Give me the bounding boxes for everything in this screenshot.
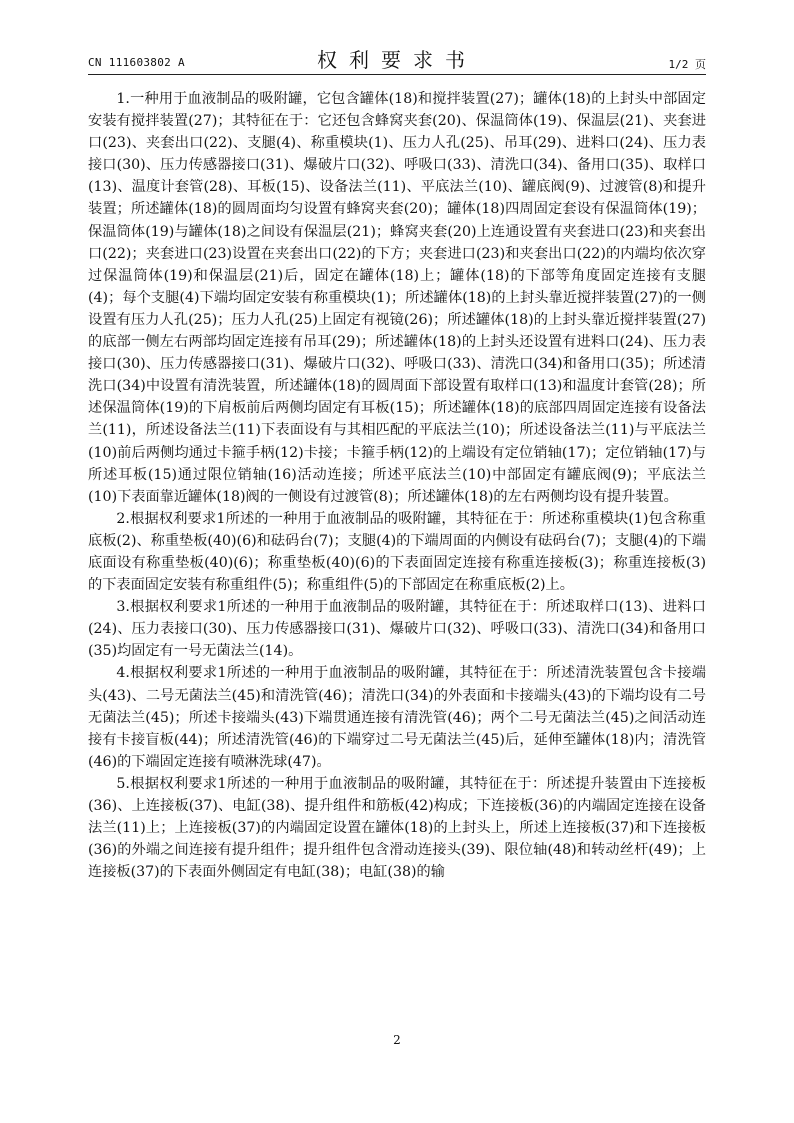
claim-paragraph: 1.一种用于血液制品的吸附罐，它包含罐体(18)和搅拌装置(27)；罐体(18)的上封头中部固定安装有搅拌装置(27)；其特征在于：它还包含蜂窝夹套(20)、保温筒体(19)、保温层(21)、夹套进口(23)、夹套出口(22)、支腿(4)、称重模块(1)、压力人孔(25)、吊耳(29)、进料口(24)、压力表接口(30)、压力传感器接口(31)、爆破片口(32)、呼吸口(33)、清洗口(34)、备用口(35)、取样口(13)、温度计套管(28)、耳板(15)、设备法兰(11)、平底法兰(10)、罐底阀(9)、过渡管(8)和提升装置；所述罐体(18)的圆周面均匀设置有蜂窝夹套(20)；罐体(18)四周固定套设有保温筒体(19)；保温筒体(19)与罐体(18)之间设有保温层(21)；蜂窝夹套(20)上连通设置有夹套进口(23)和夹套出口(22)；夹套进口(23)设置在夹套出口(22)的下方；夹套进口(23)和夹套出口(22)的内端均依次穿过保温筒体(19)和保温层(21)后，固定在罐体(18)上；罐体(18)的下部等角度固定连接有支腿(4)；每个支腿(4)下端均固定安装有称重模块(1)；所述罐体(18)的上封头靠近搅拌装置(27)的一侧设置有压力人孔(25)；压力人孔(25)上固定有视镜(26)；所述罐体(18)的上封头靠近搅拌装置(27)的底部一侧左右两部均固定连接有吊耳(29)；所述罐体(18)的上封头还设置有进料口(24)、压力表接口(30)、压力传感器接口(31)、爆破片口(32)、呼吸口(33)、清洗口(34)和备用口(35)；所述清洗口(34)中设置有清洗装置，所述罐体(18)的圆周面下部设置有取样口(13)和温度计套管(28)；所述保温筒体(19)的下肩板前后两侧均固定有耳板(15)；所述罐体(18)的底部四周固定连接有设备法兰(11)，所述设备法兰(11)下表面设有与其相匹配的平底法兰(10)；所述设备法兰(11)与平底法兰(10)前后两侧均通过卡箍手柄(12)卡接；卡箍手柄(12)的上端设有定位销轴(17)；定位销轴(17)与所述耳板(15)通过限位销轴(16)活动连接；所述平底法兰(10)中部固定有罐底阀(9)；平底法兰(10)下表面靠近罐体(18)阀的一侧设有过渡管(8)；所述罐体(18)的左右两侧均设有提升装置。: [88, 91, 706, 505]
page-number: 2: [393, 1033, 401, 1047]
document-title: 权利要求书: [317, 48, 477, 72]
claim-paragraph: 3.根据权利要求1所述的一种用于血液制品的吸附罐，其特征在于：所述取样口(13)、进料口(24)、压力表接口(30)、压力传感器接口(31)、爆破片口(32)、呼吸口(33)、清洗口(34)和备用口(35)均固定有一号无菌法兰(14)。: [88, 599, 706, 660]
claim-paragraph: 2.根据权利要求1所述的一种用于血液制品的吸附罐，其特征在于：所述称重模块(1)包含称重底板(2)、称重垫板(40)(6)和砝码台(7)；支腿(4)的下端周面的内侧设有砝码台(7)；支腿(4)的下端底面设有称重垫板(40)(6)；称重垫板(40)(6)的下表面固定连接有称重连接板(3)；称重连接板(3)的下表面固定安装有称重组件(5)；称重组件(5)的下部固定在称重底板(2)上。: [88, 510, 706, 594]
header-rule: [88, 74, 706, 75]
claim-paragraph: 4.根据权利要求1所述的一种用于血液制品的吸附罐，其特征在于：所述清洗装置包含卡接端头(43)、二号无菌法兰(45)和清洗管(46)；清洗口(34)的外表面和卡接端头(43)的下端均设有二号无菌法兰(45)；所述卡接端头(43)下端贯通连接有清洗管(46)；两个二号无菌法兰(45)之间活动连接有卡接盲板(44)；所述清洗管(46)的下端穿过二号无菌法兰(45)后，延伸至罐体(18)内；清洗管(46)的下端固定连接有喷淋洗球(47)。: [88, 665, 706, 770]
publication-number: CN 111603802 A: [88, 56, 185, 69]
page-info: 1/2 页: [668, 58, 706, 71]
page-header: [88, 44, 706, 74]
claim-paragraph: 5.根据权利要求1所述的一种用于血液制品的吸附罐，其特征在于：所述提升装置由下连接板(36)、上连接板(37)、电缸(38)、提升组件和筋板(42)构成；下连接板(36)的内端固定连接在设备法兰(11)上；上连接板(37)的内端固定设置在罐体(18)的上封头上，所述上连接板(37)和下连接板(36)的外端之间连接有提升组件；提升组件包含滑动连接头(39)、限位轴(48)和转动丝杆(49)；上连接板(37)的下表面外侧固定有电缸(38)；电缸(38)的输: [88, 775, 706, 881]
claims-body: [88, 88, 706, 883]
